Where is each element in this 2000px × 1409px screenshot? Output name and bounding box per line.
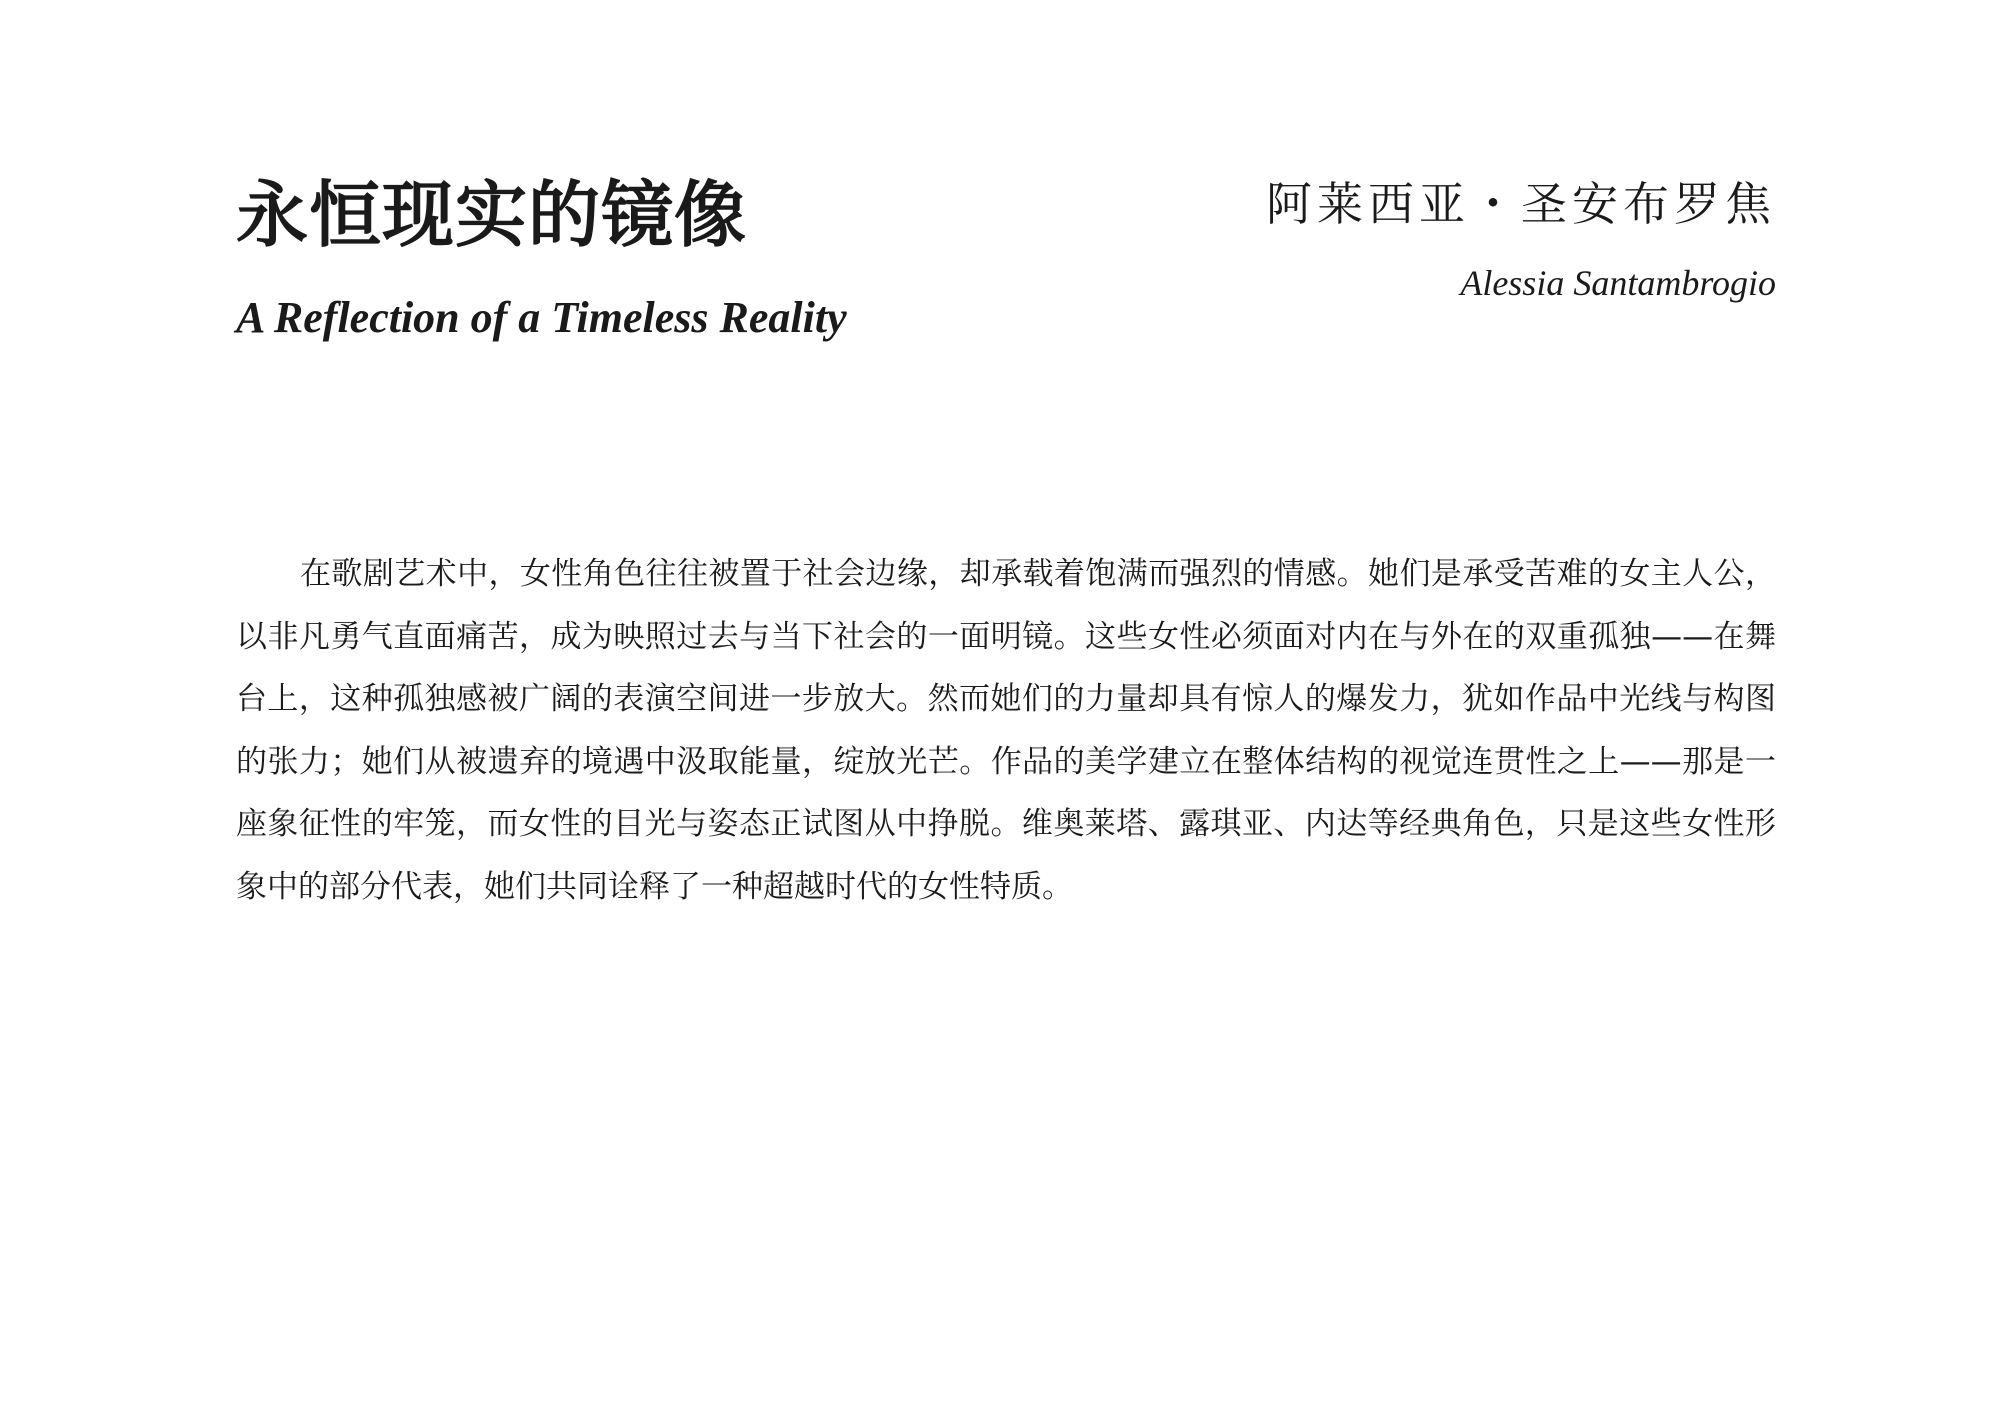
author-name-english: Alessia Santambrogio [1460,263,1776,303]
body-paragraph: 在歌剧艺术中，女性角色往往被置于社会边缘，却承载着饱满而强烈的情感。她们是承受苦难的女主人公，以非凡勇气直面痛苦，成为映照过去与当下社会的一面明镜。这些女性必须面对内在与外在的双重孤独——在舞台上，这种孤独感被广阔的表演空间进一步放大。然而她们的力量却具有惊人的爆发力，犹如作品中光线与构图的张力；她们从被遗弃的境遇中汲取能量，绽放光芒。作品的美学建立在整体结构的视觉连贯性之上——那是一座象征性的牢笼，而女性的目光与姿态正试图从中挣脱。维奥莱塔、露琪亚、内达等经典角色，只是这些女性形象中的部分代表，她们共同诠释了一种超越时代的女性特质。 [236,556,1776,905]
title-chinese: 永恒现实的镜像 [236,172,748,257]
title-english: A Reflection of a Timeless Reality [236,293,847,342]
author-name-chinese: 阿莱西亚・圣安布罗焦 [1266,177,1776,231]
